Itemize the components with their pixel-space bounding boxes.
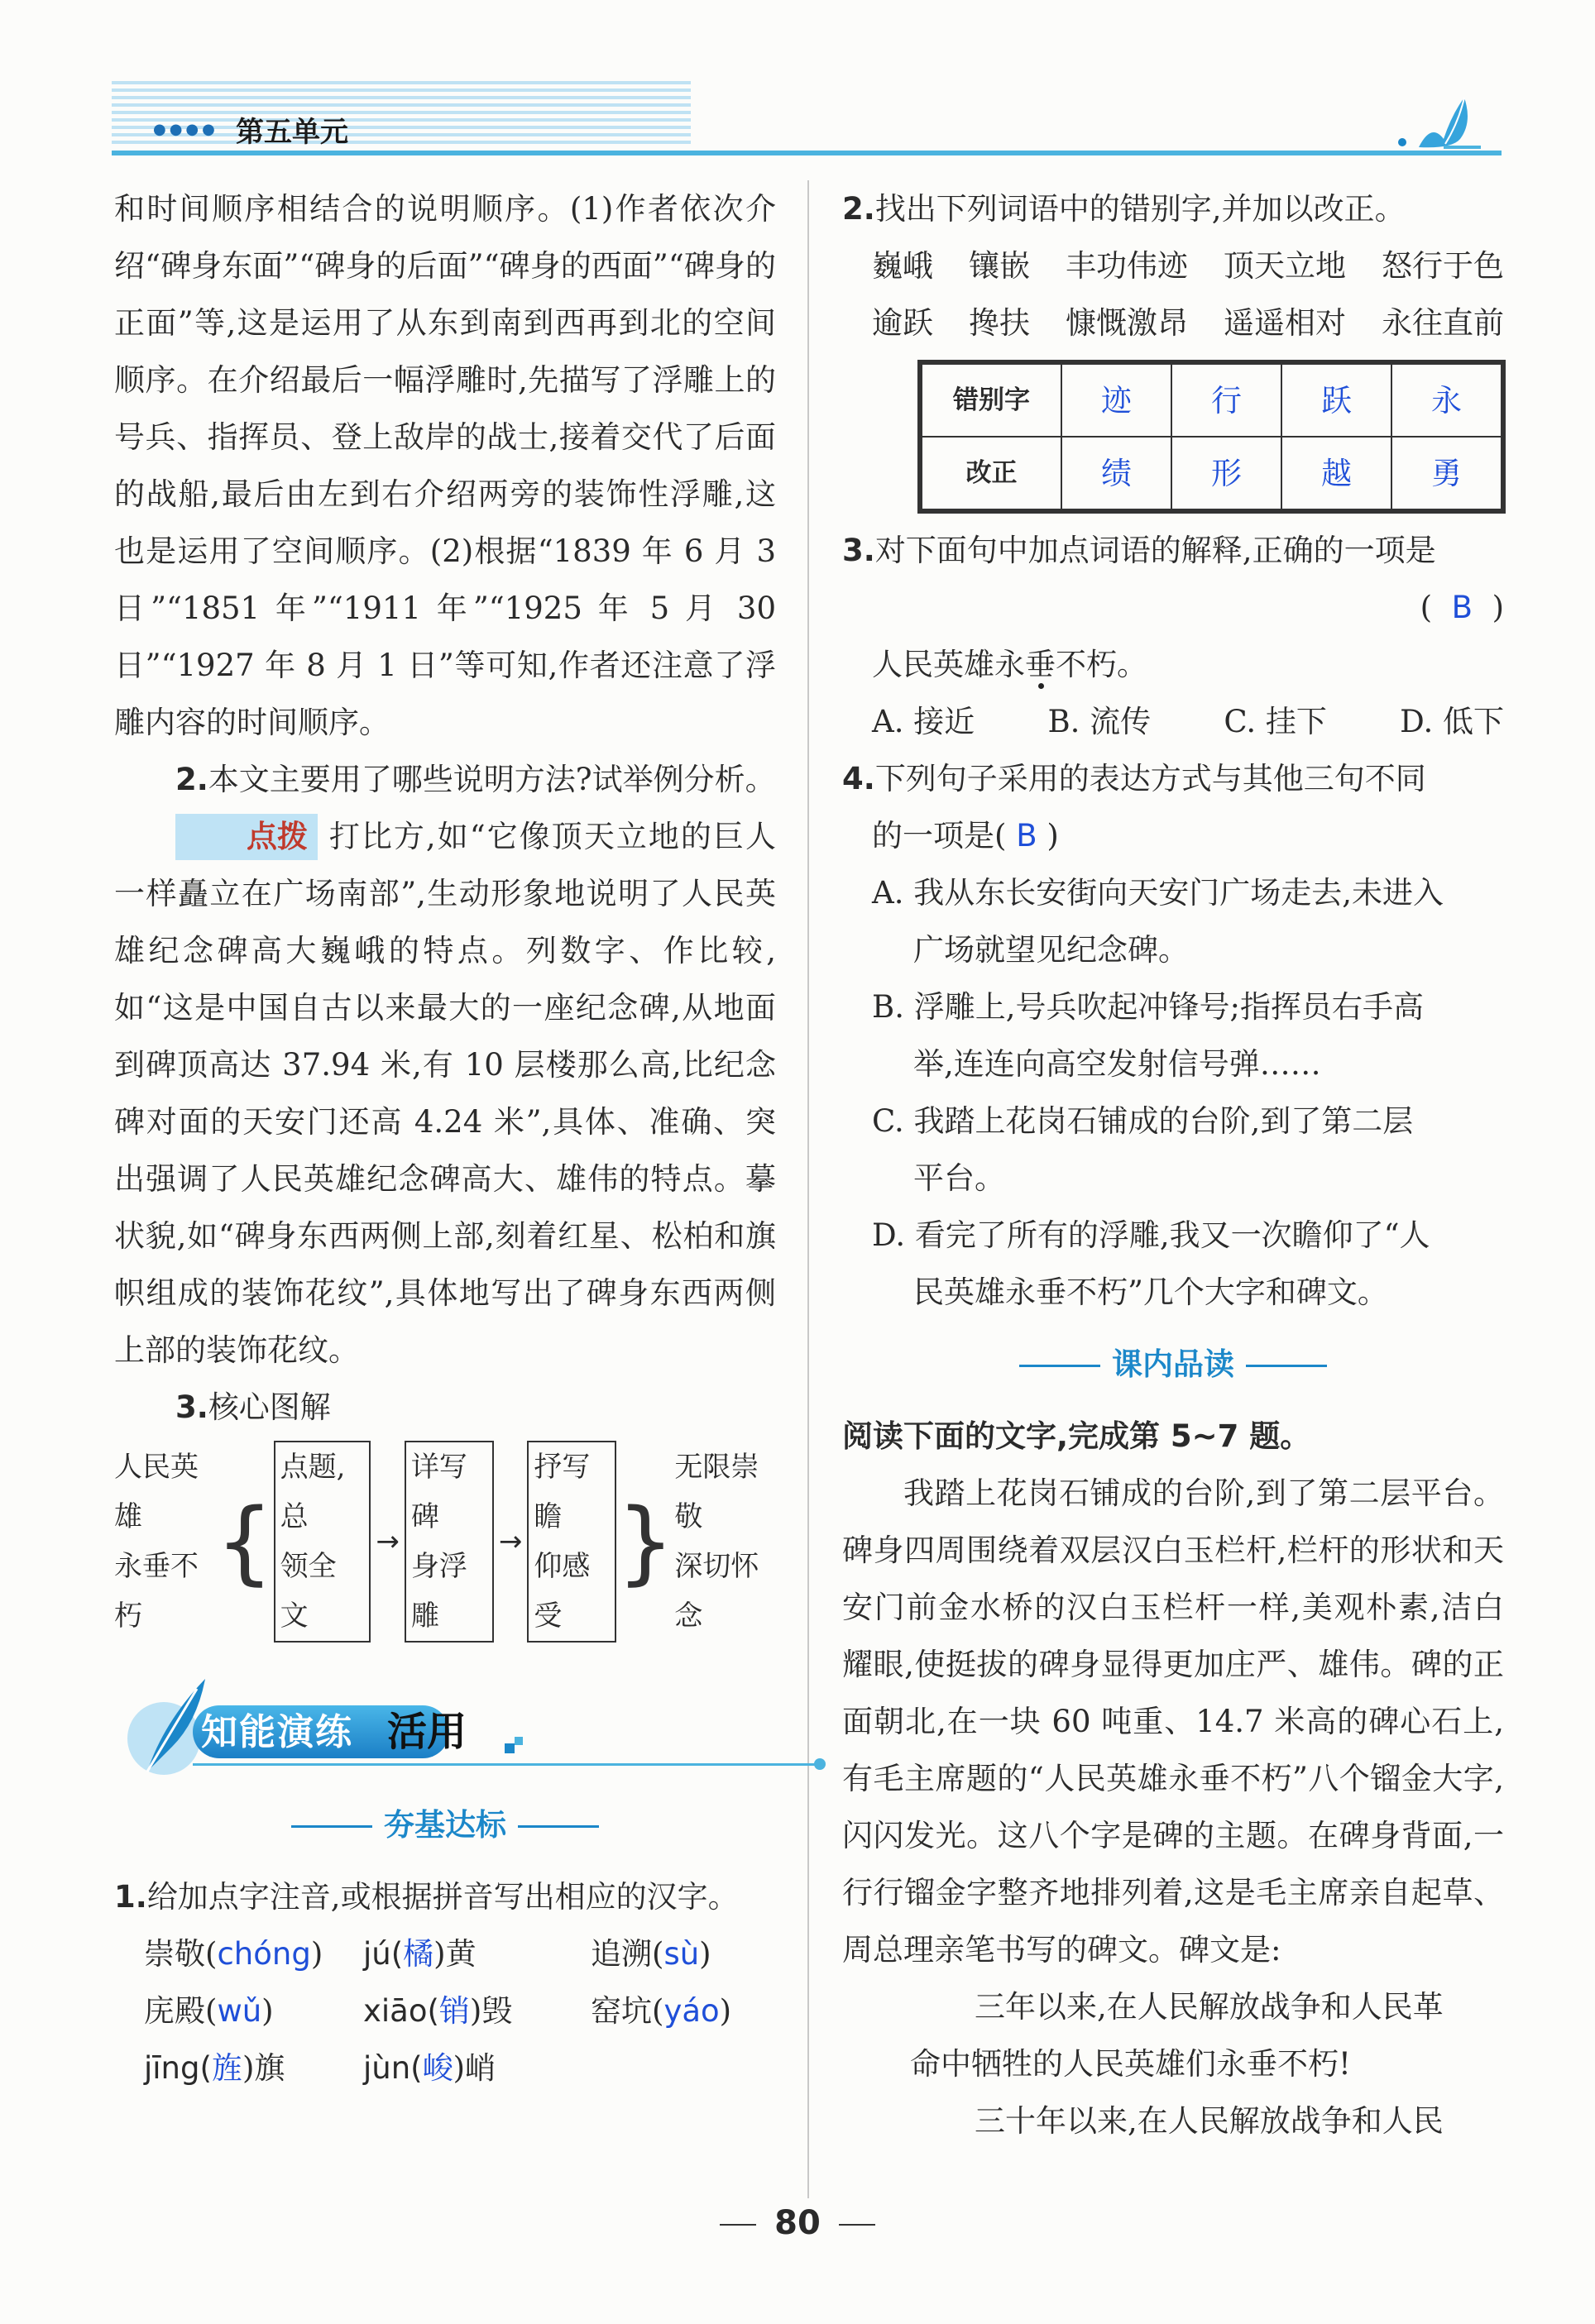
option: B. 流传 xyxy=(1047,704,1152,739)
table-header-correct: 改正 xyxy=(922,437,1061,509)
question-text: 对下面句中加点词语的解释,正确的一项是 xyxy=(874,533,1436,568)
page-number: 80 xyxy=(0,2204,1595,2242)
question-2-right xyxy=(842,180,1504,237)
section-title-2 xyxy=(842,1336,1504,1393)
table-cell: 越 xyxy=(1281,437,1391,509)
diagram-box-2-line-1: 详写碑 xyxy=(410,1451,467,1533)
banner-rule-end xyxy=(814,1758,826,1770)
option: A. 接近 xyxy=(872,704,975,739)
answer-text: 橘 xyxy=(403,1936,434,1972)
header-rule xyxy=(112,151,1502,155)
title-dash xyxy=(518,1825,599,1828)
header-dots: ●●●● xyxy=(153,121,218,138)
question-1 xyxy=(114,1868,776,1925)
title-dash xyxy=(1019,1365,1100,1367)
pinyin-item-6: 窑坑(yáo) xyxy=(591,1993,732,2029)
diagram-box-1-line-1: 点题,总 xyxy=(280,1451,346,1533)
answer-text: wǔ xyxy=(217,1993,262,2029)
banner-suffix: 活用 xyxy=(387,1709,467,1755)
word-row-2 xyxy=(872,294,1504,351)
diagram-box-1-line-2: 领全文 xyxy=(280,1550,337,1633)
question-4-cont: 的一项是( B ) xyxy=(872,818,1059,854)
hint-text: 打比方,如“它像顶天立地的巨人一样矗立在广场南部”,生动形象地说明了人民英雄纪念碑高大巍峨的特点。列数字、作比较,如“这是中国自古以来最大的一座纪念碑,从地面到碑顶高达 37.94 米,有 10 层楼那么高,比纪念碑对面的天安门还高 4.24 米”,具体、准确、突出强调了人民英雄纪念碑高大、雄伟的特点。摹状貌,如“碑身东西两侧上部,刻着红星、松柏和旗帜组成的装饰花纹”,具体地写出了碑身东西两侧上部的装饰花纹。 xyxy=(114,819,776,1368)
column-divider xyxy=(807,180,809,2198)
option: D. 低下 xyxy=(1400,704,1504,739)
option: C. 挂下 xyxy=(1224,704,1327,739)
diagram-box-3-line-1: 抒写瞻 xyxy=(534,1451,591,1533)
option-a-cont: 广场就望见纪念碑。 xyxy=(913,932,1189,968)
page-dash xyxy=(839,2224,875,2226)
word: 遥遥相对 xyxy=(1224,305,1346,341)
diagram-box-3 xyxy=(527,1441,616,1643)
diagram-box-1 xyxy=(274,1441,371,1643)
arrow-icon: → xyxy=(498,1525,523,1558)
question-4 xyxy=(842,750,1504,807)
pinyin-item-1: 崇敬(chóng) xyxy=(144,1936,323,1972)
question-number: 3. xyxy=(175,1389,208,1425)
word: 顶天立地 xyxy=(1224,248,1346,284)
word: 怒行于色 xyxy=(1382,248,1504,284)
inscription-line-2: 命中牺牲的人民英雄们永垂不朽! xyxy=(910,2046,1351,2082)
title-dash xyxy=(291,1825,372,1828)
pinyin-item-2: jú(橘)黄 xyxy=(363,1936,477,1972)
diagram-end-line-1: 无限崇敬 xyxy=(674,1451,759,1533)
table-cell: 形 xyxy=(1171,437,1281,509)
table-cell: 行 xyxy=(1171,364,1281,437)
section-title-1 xyxy=(114,1796,776,1853)
diagram-end xyxy=(674,1442,776,1641)
reading-instruction: 阅读下面的文字,完成第 5~7 题。 xyxy=(842,1418,1311,1454)
right-brace: } xyxy=(616,1489,675,1595)
word: 丰功伟迹 xyxy=(1066,248,1188,284)
options-row xyxy=(872,693,1504,750)
option-a: A. 我从东长安街向天安门广场走去,未进入 xyxy=(872,875,1444,911)
section-title-text: 课内品读 xyxy=(1112,1346,1234,1382)
reading-passage: 我踏上花岗石铺成的台阶,到了第二层平台。碑身四周围绕着双层汉白玉栏杆,栏杆的形状和天安门前金水桥的汉白玉栏杆一样,美观朴素,洁白耀眼,使挺拔的碑身显得更加庄严、雄伟。碑的正面朝北,在一块 60 吨重、14.7 米高的碑心石上,有毛主席题的“人民英雄永垂不朽”八个镏金大字,闪闪发光。这八个字是碑的主题。在碑身背面,一行行镏金字整齐地排列着,这是毛主席亲自起草、周总理亲笔书写的碑文。碑文是: xyxy=(842,1475,1504,1968)
table-cell: 永 xyxy=(1391,364,1502,437)
word-row-1 xyxy=(872,237,1504,294)
leaf-decoration-icon xyxy=(1394,89,1485,152)
pinyin-item-5: xiāo(销)毁 xyxy=(363,1993,513,2029)
pinyin-item-3: 追溯(sù) xyxy=(591,1936,711,1972)
answer-choice: B xyxy=(1016,818,1037,854)
table-cell: 绩 xyxy=(1061,437,1171,509)
question-number: 4. xyxy=(842,761,875,796)
diagram-box-3-line-2: 仰感受 xyxy=(534,1550,591,1633)
word: 慷慨激昂 xyxy=(1066,305,1188,341)
answer-text: yáo xyxy=(663,1993,720,2029)
question-number: 3. xyxy=(842,533,875,568)
option-c: C. 我踏上花岗石铺成的台阶,到了第二层 xyxy=(872,1103,1414,1139)
table-cell: 勇 xyxy=(1391,437,1502,509)
word: 搀扶 xyxy=(969,305,1030,341)
word: 逾跃 xyxy=(872,305,933,341)
question-number: 2. xyxy=(175,762,208,797)
pinyin-item-8: jùn(峻)峭 xyxy=(363,2050,496,2086)
arrow-icon: → xyxy=(376,1525,400,1558)
question-text: 下列句子采用的表达方式与其他三句不同 xyxy=(874,761,1426,796)
question-text: 本文主要用了哪些说明方法?试举例分析。 xyxy=(208,762,776,797)
table-header-wrong: 错别字 xyxy=(922,364,1061,437)
squares-icon xyxy=(505,1737,526,1755)
option-b: B. 浮雕上,号兵吹起冲锋号;指挥员右手高 xyxy=(872,989,1424,1025)
left-column xyxy=(114,180,776,2097)
table-cell: 迹 xyxy=(1061,364,1171,437)
left-brace: { xyxy=(215,1489,274,1595)
question-text: 核心图解 xyxy=(208,1389,331,1425)
hint-tag: 点拨 xyxy=(175,814,318,860)
core-diagram xyxy=(114,1441,776,1643)
answer-text: 峻 xyxy=(422,2050,453,2086)
option-c-cont: 平台。 xyxy=(913,1160,1005,1196)
option-d: D. 看完了所有的浮雕,我又一次瞻仰了“人 xyxy=(872,1217,1430,1253)
question-4-options xyxy=(842,864,1504,1321)
table-cell: 跃 xyxy=(1281,364,1391,437)
answer-text: chóng xyxy=(217,1936,311,1972)
answer-paragraph-1: 和时间顺序相结合的说明顺序。(1)作者依次介绍“碑身东面”“碑身的后面”“碑身的西面”“碑身的正面”等,这是运用了从东到南到西再到北的空间顺序。在介绍最后一幅浮雕时,先描写了浮雕上的号兵、指挥员、登上敌岸的战士,接着交代了后面的战船,最后由左到右介绍两旁的装饰性浮雕,这也是运用了空间顺序。(2)根据“1839 年 6 月 3 日”“1851 年”“1911 年”“1925 年 5 月 30 日”“1927 年 8 月 1 日”等可知,作者还注意了浮雕内容的时间顺序。 xyxy=(114,191,776,740)
table-row xyxy=(922,437,1502,509)
dotted-word: 垂 xyxy=(1025,647,1056,682)
table-row xyxy=(922,364,1502,437)
question-text: 找出下列词语中的错别字,并加以改正。 xyxy=(874,191,1406,227)
question-2-left xyxy=(114,751,776,808)
diagram-root xyxy=(114,1442,216,1641)
pinyin-grid xyxy=(144,1925,776,2097)
answer-text: 销 xyxy=(438,1993,470,2029)
answer-text: sù xyxy=(663,1936,700,1972)
inscription-line-3: 三十年以来,在人民解放战争和人民 xyxy=(975,2103,1444,2139)
question-3-left xyxy=(114,1379,776,1436)
pinyin-item-7: jīng(旌)旗 xyxy=(144,2050,285,2086)
word: 永往直前 xyxy=(1382,305,1504,341)
page-header xyxy=(112,73,1502,152)
diagram-box-2-line-2: 身浮雕 xyxy=(410,1550,467,1633)
option-d-cont: 民英雄永垂不朽”几个大字和碑文。 xyxy=(913,1274,1388,1310)
option-b-cont: 举,连连向高空发射信号弹…… xyxy=(913,1046,1321,1082)
section-banner xyxy=(114,1672,776,1780)
right-column xyxy=(842,180,1504,2149)
question-number: 2. xyxy=(842,191,875,227)
hint-paragraph xyxy=(114,808,776,1379)
question-number: 1. xyxy=(114,1879,147,1915)
answer-bracket: ( B ) xyxy=(1420,590,1504,625)
diagram-root-line-2: 永垂不朽 xyxy=(114,1550,199,1633)
answer-choice: B xyxy=(1451,590,1473,625)
pinyin-item-4: 庑殿(wǔ) xyxy=(144,1993,274,2029)
diagram-box-2 xyxy=(405,1441,494,1643)
example-sentence: 人民英雄永垂不朽。 xyxy=(872,647,1147,682)
unit-title: 第五单元 xyxy=(236,116,348,149)
inscription-line-1: 三年以来,在人民解放战争和人民革 xyxy=(975,1989,1444,2025)
answer-text: 旌 xyxy=(211,2050,242,2086)
word: 巍峨 xyxy=(872,248,933,284)
question-3-right xyxy=(842,522,1504,579)
word: 镶嵌 xyxy=(969,248,1030,284)
diagram-end-line-2: 深切怀念 xyxy=(674,1550,759,1633)
banner-rule xyxy=(193,1763,821,1766)
diagram-root-line-1: 人民英雄 xyxy=(114,1451,199,1533)
correction-table xyxy=(921,363,1502,510)
title-dash xyxy=(1246,1365,1327,1367)
question-text: 给加点字注音,或根据拼音写出相应的汉字。 xyxy=(146,1879,739,1915)
section-title-text: 夯基达标 xyxy=(384,1807,506,1843)
banner-title: 知能演练 xyxy=(201,1711,353,1753)
page-dash xyxy=(720,2224,756,2226)
